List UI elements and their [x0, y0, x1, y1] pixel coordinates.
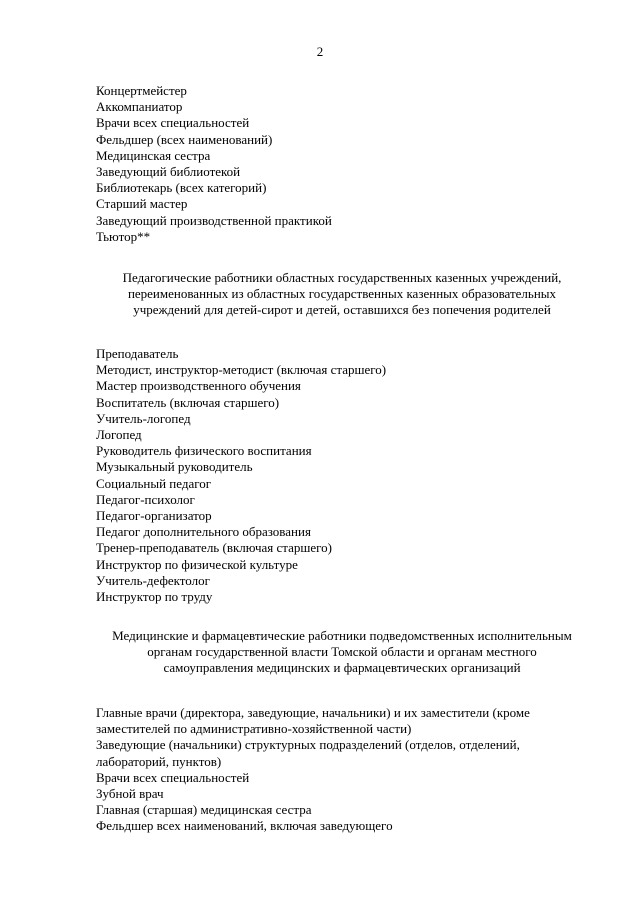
- list-item: Врачи всех специальностей: [96, 115, 250, 131]
- list-item: Преподаватель: [96, 346, 179, 361]
- page-number: 2: [316, 44, 324, 59]
- section-heading-pedagogical: [96, 270, 588, 319]
- list-item: Фельдшер всех наименований, включая заведующего: [96, 818, 393, 834]
- position-list-general: [96, 83, 332, 245]
- list-item: Педагог-психолог: [96, 491, 195, 507]
- list-item: Библиотекарь (всех категорий): [96, 180, 267, 196]
- list-item: Заведующий библиотекой: [96, 164, 241, 180]
- heading-line: органам государственной власти Томской области и органам местного: [147, 644, 537, 660]
- list-item: Методист, инструктор-методист (включая старшего): [96, 362, 387, 378]
- list-item: Старший мастер: [96, 196, 188, 212]
- list-item: Медицинская сестра: [96, 147, 211, 163]
- heading-line: самоуправления медицинских и фармацевтических организаций: [163, 660, 521, 676]
- heading-line: Педагогические работники областных государственных казенных учреждений,: [122, 270, 562, 285]
- list-item: Тьютор**: [96, 228, 151, 244]
- list-item: Педагог дополнительного образования: [96, 524, 311, 540]
- list-item: Учитель-логопед: [96, 410, 191, 426]
- position-list-pedagogical: [96, 346, 386, 605]
- list-item: Тренер-преподаватель (включая старшего): [96, 540, 333, 556]
- list-item: Педагог-организатор: [96, 508, 212, 524]
- list-item: Врачи всех специальностей: [96, 769, 250, 785]
- list-item: Инструктор по физической культуре: [96, 556, 298, 572]
- list-item: Инструктор по труду: [96, 589, 213, 605]
- heading-line: Медицинские и фармацевтические работники подведомственных исполнительным: [112, 628, 572, 643]
- list-item: Главные врачи (директора, заведующие, начальники) и их заместители (кроме заместителей по административно-хозяйственной части): [96, 705, 530, 737]
- list-item: Воспитатель (включая старшего): [96, 394, 280, 410]
- heading-line: учреждений для детей-сирот и детей, оставшихся без попечения родителей: [133, 302, 551, 318]
- list-item: Фельдшер (всех наименований): [96, 131, 273, 147]
- list-item: Музыкальный руководитель: [96, 459, 253, 475]
- list-item: Мастер производственного обучения: [96, 378, 301, 394]
- position-list-medical: [96, 705, 566, 835]
- list-item: Концертмейстер: [96, 83, 187, 98]
- section-heading-medical: [96, 628, 588, 677]
- list-item: Социальный педагог: [96, 475, 212, 491]
- heading-line: переименованных из областных государственных казенных образовательных: [127, 286, 557, 302]
- list-item: Заведующий производственной практикой: [96, 212, 332, 228]
- list-item: Зубной врач: [96, 786, 164, 802]
- list-item: Логопед: [96, 427, 142, 443]
- list-item: Руководитель физического воспитания: [96, 443, 312, 459]
- list-item: Учитель-дефектолог: [96, 572, 210, 588]
- list-item: Главная (старшая) медицинская сестра: [96, 802, 312, 818]
- list-item: Заведующие (начальники) структурных подразделений (отделов, отделений, лабораторий, пунктов): [96, 737, 520, 769]
- list-item: Аккомпаниатор: [96, 99, 183, 115]
